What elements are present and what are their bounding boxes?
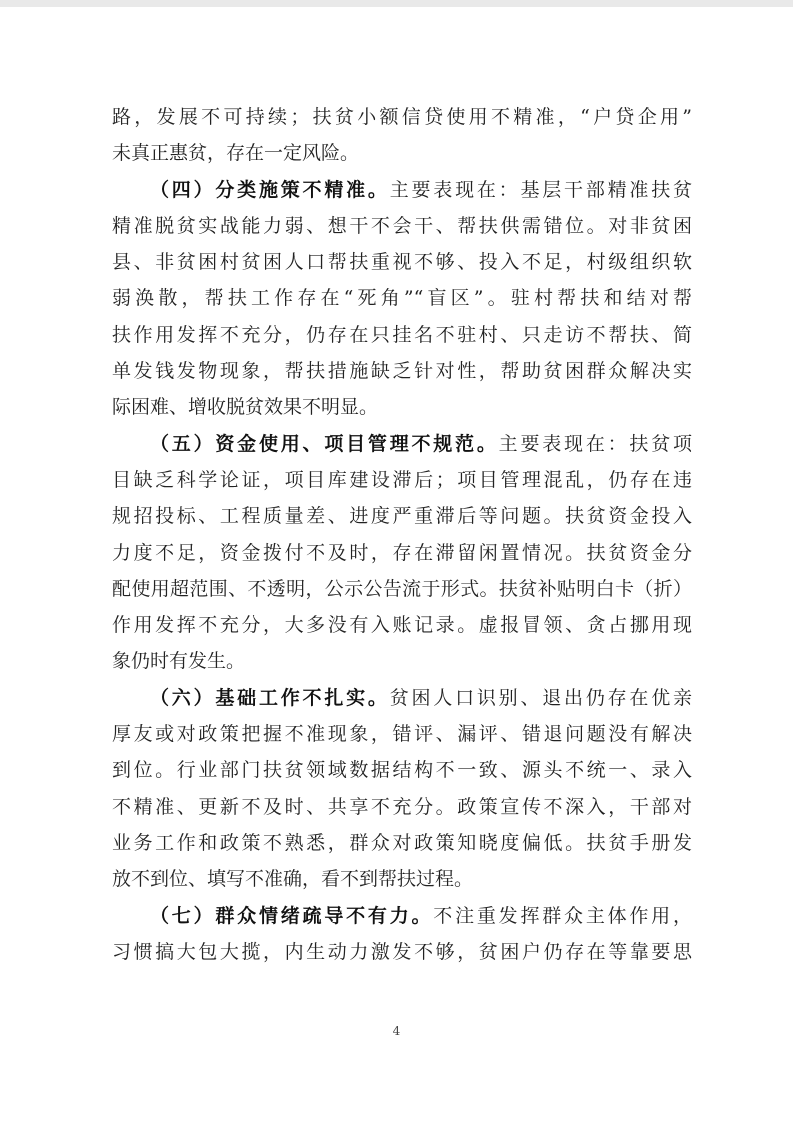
paragraph-first-line (112, 680, 692, 716)
text-line: 单发钱发物现象，帮扶措施缺乏针对性，帮助贫困群众解决实 (112, 360, 692, 383)
text-line: 弱涣散，帮扶工作存在“死角”“盲区”。驻村帮扶和结对帮 (112, 287, 692, 310)
text-line: 放不到位、填写不准确，看不到帮扶过程。 (112, 868, 474, 891)
document-body (112, 99, 692, 970)
text-line: 路，发展不可持续；扶贫小额信贷使用不精准，“户贷企用” (112, 106, 692, 128)
text-line: 精准脱贫实战能力弱、想干不会干、帮扶供需错位。对非贫困 (112, 214, 692, 237)
text-line: 不精准、更新不及时、共享不充分。政策宣传不深入，干部对 (112, 795, 692, 818)
text-line: 作用发挥不充分，大多没有入账记录。虚报冒领、贪占挪用现 (112, 614, 692, 637)
text-run: 不注重发挥群众主体作用， (433, 904, 692, 927)
text-line: 力度不足，资金拨付不及时，存在滞留闲置情况。扶贫资金分 (112, 541, 692, 564)
paragraph-3 (112, 426, 692, 680)
text-line: 到位。行业部门扶贫领域数据结构不一致、源头不统一、录入 (112, 759, 692, 782)
section-heading-5: （五）资金使用、项目管理不规范。 (150, 432, 499, 455)
text-line: 业务工作和政策不熟悉，群众对政策知晓度偏低。扶贫手册发 (112, 831, 692, 854)
paragraph-first-line (112, 426, 692, 462)
text-line: 象仍时有发生。 (112, 650, 246, 673)
section-heading-7: （七）群众情绪疏导不有力。 (150, 904, 434, 927)
text-line: 际困难、增收脱贫效果不明显。 (112, 396, 379, 419)
paragraph-4 (112, 680, 692, 898)
paragraph-2 (112, 172, 692, 426)
text-line: 目缺乏科学论证，项目库建设滞后；项目管理混乱，仍存在违 (112, 468, 692, 491)
text-line: 规招投标、工程质量差、进度严重滞后等问题。扶贫资金投入 (112, 505, 692, 528)
text-run: 贫困人口识别、退出仍存在优亲 (389, 686, 692, 709)
section-heading-6: （六）基础工作不扎实。 (150, 686, 390, 709)
text-line: 习惯搞大包大揽，内生动力激发不够，贫困户仍存在等靠要思 (112, 940, 692, 963)
text-line: 扶作用发挥不充分，仍存在只挂名不驻村、只走访不帮扶、简 (112, 323, 692, 346)
text-line: 配使用超范围、不透明，公示公告流于形式。扶贫补贴明白卡（折） (112, 577, 692, 600)
text-run: 主要表现在：扶贫项 (498, 432, 692, 455)
paragraph-5 (112, 898, 692, 971)
page-number: 4 (392, 1024, 401, 1038)
text-line: 未真正惠贫，存在一定风险。 (112, 142, 360, 165)
paragraph-first-line (112, 898, 692, 934)
text-line: 厚友或对政策把握不准现象，错评、漏评、错退问题没有解决 (112, 723, 692, 746)
scan-edge (0, 0, 793, 7)
paragraph-first-line (112, 172, 692, 208)
text-line: 县、非贫困村贫困人口帮扶重视不够、投入不足，村级组织软 (112, 251, 692, 274)
section-heading-4: （四）分类施策不精准。 (150, 178, 390, 201)
text-run: 主要表现在：基层干部精准扶贫 (389, 178, 692, 201)
paragraph-1 (112, 99, 692, 172)
